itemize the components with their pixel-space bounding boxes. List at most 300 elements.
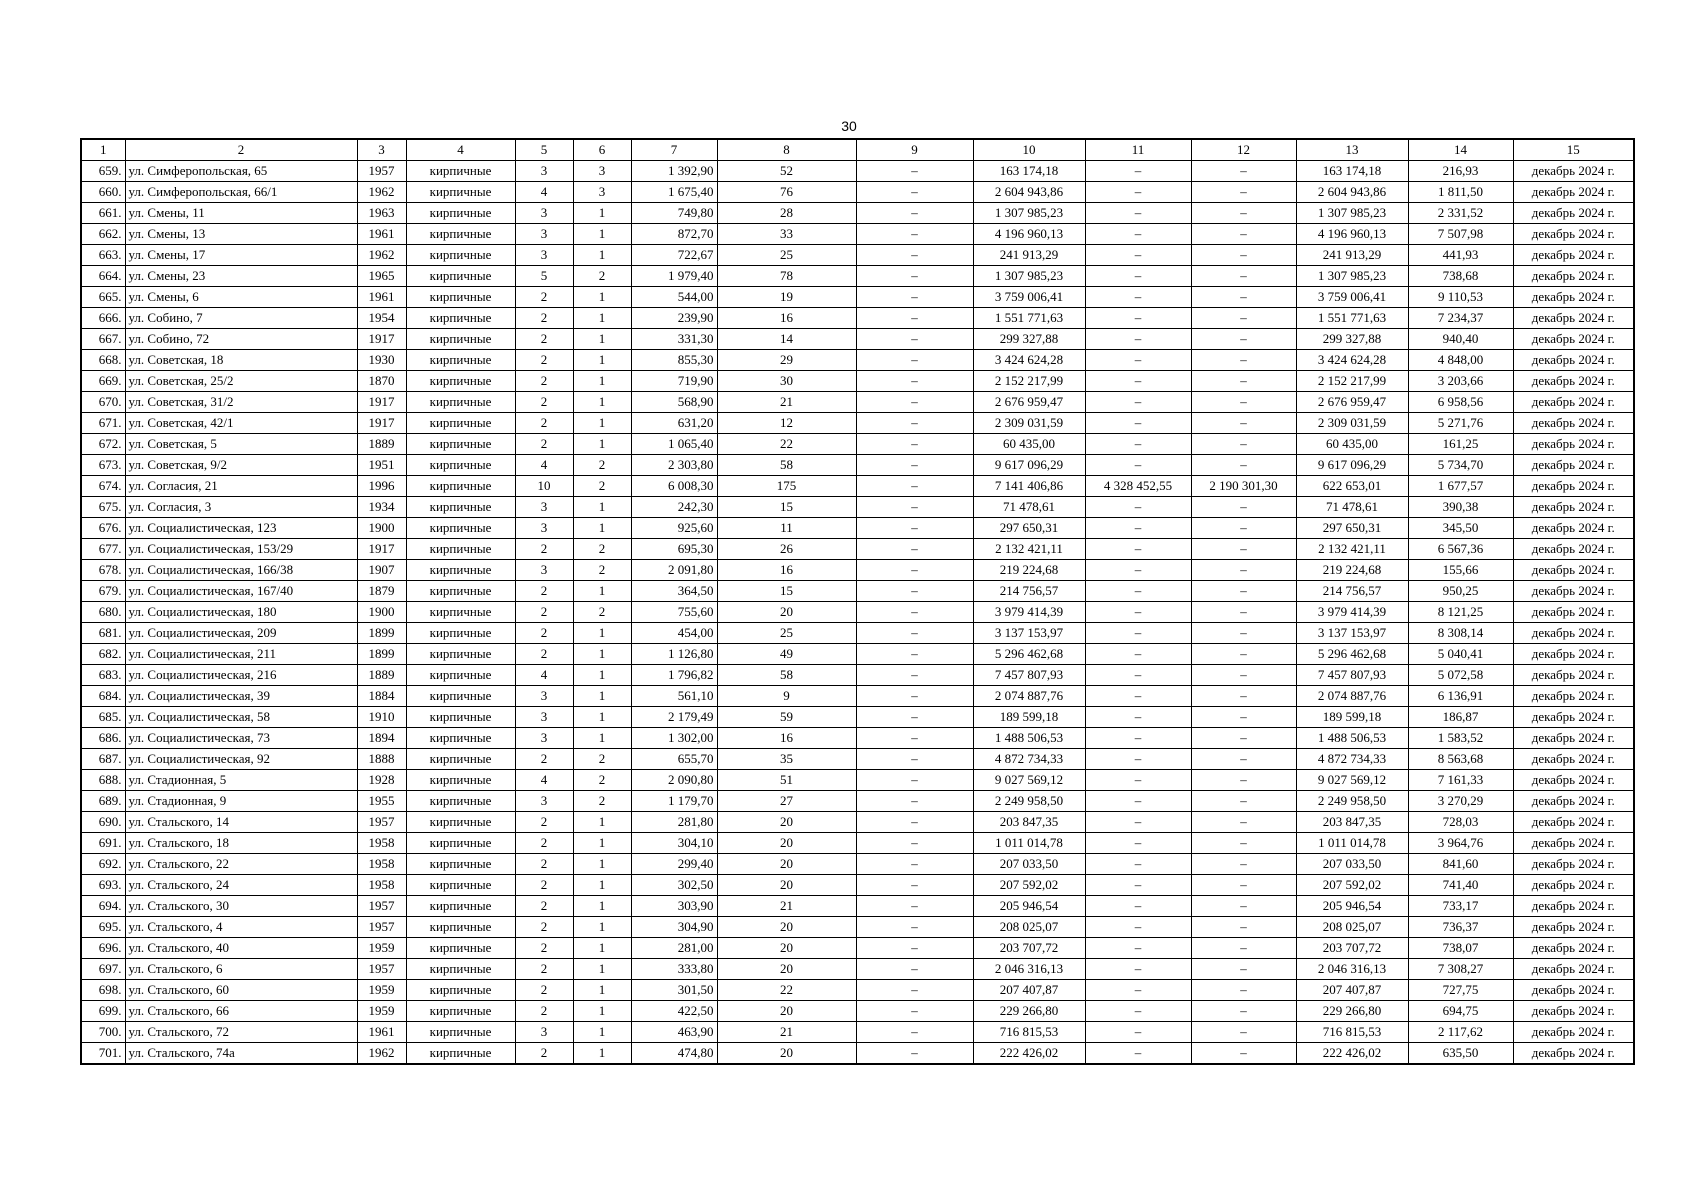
table-cell-col-7: 364,50 xyxy=(631,581,717,602)
table-cell-col-6: 1 xyxy=(573,833,631,854)
table-cell-col-15: декабрь 2024 г. xyxy=(1513,938,1634,959)
table-cell-col-4: кирпичные xyxy=(406,539,515,560)
column-header-13: 13 xyxy=(1296,139,1408,161)
table-cell-col-6: 1 xyxy=(573,434,631,455)
table-cell-col-9: – xyxy=(856,203,973,224)
table-cell-col-11: – xyxy=(1085,665,1191,686)
table-cell-col-9: – xyxy=(856,917,973,938)
table-cell-col-9: – xyxy=(856,938,973,959)
table-cell-col-5: 4 xyxy=(515,182,573,203)
table-cell-col-5: 3 xyxy=(515,245,573,266)
table-cell-col-15: декабрь 2024 г. xyxy=(1513,371,1634,392)
table-cell-col-11: – xyxy=(1085,329,1191,350)
table-cell-col-9: – xyxy=(856,602,973,623)
table-cell-col-1: 689. xyxy=(81,791,125,812)
table-cell-col-10: 2 604 943,86 xyxy=(973,182,1085,203)
table-cell-col-15: декабрь 2024 г. xyxy=(1513,392,1634,413)
table-cell-col-7: 544,00 xyxy=(631,287,717,308)
table-cell-col-14: 7 507,98 xyxy=(1408,224,1513,245)
table-cell-col-8: 20 xyxy=(717,602,856,623)
table-cell-col-3: 1889 xyxy=(357,434,406,455)
table-cell-col-7: 302,50 xyxy=(631,875,717,896)
column-header-1: 1 xyxy=(81,139,125,161)
table-cell-col-3: 1917 xyxy=(357,329,406,350)
table-cell-col-3: 1900 xyxy=(357,518,406,539)
table-cell-col-2: ул. Стальского, 6 xyxy=(125,959,357,980)
table-cell-col-14: 741,40 xyxy=(1408,875,1513,896)
table-cell-col-15: декабрь 2024 г. xyxy=(1513,770,1634,791)
table-cell-col-15: декабрь 2024 г. xyxy=(1513,917,1634,938)
table-cell-col-12: – xyxy=(1191,644,1296,665)
table-cell-col-15: декабрь 2024 г. xyxy=(1513,665,1634,686)
table-cell-col-13: 189 599,18 xyxy=(1296,707,1408,728)
table-cell-col-14: 2 117,62 xyxy=(1408,1022,1513,1043)
table-cell-col-1: 659. xyxy=(81,161,125,182)
table-cell-col-10: 241 913,29 xyxy=(973,245,1085,266)
table-cell-col-8: 20 xyxy=(717,959,856,980)
table-row xyxy=(81,434,1634,455)
table-cell-col-7: 855,30 xyxy=(631,350,717,371)
table-cell-col-6: 1 xyxy=(573,1022,631,1043)
table-cell-col-14: 5 271,76 xyxy=(1408,413,1513,434)
table-cell-col-4: кирпичные xyxy=(406,455,515,476)
table-cell-col-1: 692. xyxy=(81,854,125,875)
table-cell-col-6: 2 xyxy=(573,602,631,623)
table-cell-col-12: – xyxy=(1191,371,1296,392)
table-cell-col-7: 463,90 xyxy=(631,1022,717,1043)
table-cell-col-7: 281,00 xyxy=(631,938,717,959)
table-row xyxy=(81,266,1634,287)
column-header-15: 15 xyxy=(1513,139,1634,161)
table-cell-col-13: 2 152 217,99 xyxy=(1296,371,1408,392)
table-cell-col-6: 1 xyxy=(573,581,631,602)
table-cell-col-14: 216,93 xyxy=(1408,161,1513,182)
table-cell-col-12: – xyxy=(1191,707,1296,728)
table-row xyxy=(81,1043,1634,1065)
table-cell-col-7: 299,40 xyxy=(631,854,717,875)
table-cell-col-10: 2 132 421,11 xyxy=(973,539,1085,560)
table-cell-col-4: кирпичные xyxy=(406,245,515,266)
table-cell-col-13: 1 307 985,23 xyxy=(1296,203,1408,224)
table-cell-col-15: декабрь 2024 г. xyxy=(1513,581,1634,602)
table-cell-col-11: – xyxy=(1085,623,1191,644)
table-row xyxy=(81,203,1634,224)
table-cell-col-13: 203 707,72 xyxy=(1296,938,1408,959)
table-cell-col-5: 2 xyxy=(515,938,573,959)
table-cell-col-5: 5 xyxy=(515,266,573,287)
table-cell-col-14: 738,07 xyxy=(1408,938,1513,959)
table-cell-col-12: – xyxy=(1191,329,1296,350)
table-cell-col-12: – xyxy=(1191,602,1296,623)
column-header-8: 8 xyxy=(717,139,856,161)
table-cell-col-1: 667. xyxy=(81,329,125,350)
table-cell-col-9: – xyxy=(856,581,973,602)
table-cell-col-4: кирпичные xyxy=(406,392,515,413)
table-cell-col-7: 2 090,80 xyxy=(631,770,717,791)
table-cell-col-13: 208 025,07 xyxy=(1296,917,1408,938)
table-cell-col-7: 925,60 xyxy=(631,518,717,539)
table-cell-col-11: – xyxy=(1085,518,1191,539)
table-row xyxy=(81,497,1634,518)
table-cell-col-3: 1930 xyxy=(357,350,406,371)
table-cell-col-2: ул. Стадионная, 9 xyxy=(125,791,357,812)
table-cell-col-7: 1 675,40 xyxy=(631,182,717,203)
table-cell-col-13: 4 872 734,33 xyxy=(1296,749,1408,770)
table-cell-col-2: ул. Советская, 25/2 xyxy=(125,371,357,392)
table-cell-col-13: 9 027 569,12 xyxy=(1296,770,1408,791)
table-cell-col-11: 4 328 452,55 xyxy=(1085,476,1191,497)
table-cell-col-6: 1 xyxy=(573,392,631,413)
table-cell-col-4: кирпичные xyxy=(406,875,515,896)
table-cell-col-11: – xyxy=(1085,875,1191,896)
table-cell-col-13: 2 249 958,50 xyxy=(1296,791,1408,812)
table-cell-col-8: 33 xyxy=(717,224,856,245)
table-row xyxy=(81,581,1634,602)
table-cell-col-4: кирпичные xyxy=(406,1022,515,1043)
table-cell-col-13: 219 224,68 xyxy=(1296,560,1408,581)
table-cell-col-4: кирпичные xyxy=(406,1043,515,1065)
table-row xyxy=(81,623,1634,644)
table-cell-col-7: 2 179,49 xyxy=(631,707,717,728)
table-cell-col-8: 20 xyxy=(717,917,856,938)
table-cell-col-5: 4 xyxy=(515,665,573,686)
table-cell-col-4: кирпичные xyxy=(406,644,515,665)
table-cell-col-11: – xyxy=(1085,350,1191,371)
table-cell-col-15: декабрь 2024 г. xyxy=(1513,161,1634,182)
table-cell-col-5: 2 xyxy=(515,539,573,560)
table-cell-col-6: 2 xyxy=(573,476,631,497)
table-cell-col-10: 3 424 624,28 xyxy=(973,350,1085,371)
table-cell-col-9: – xyxy=(856,665,973,686)
table-cell-col-9: – xyxy=(856,245,973,266)
table-cell-col-12: – xyxy=(1191,203,1296,224)
table-cell-col-6: 2 xyxy=(573,455,631,476)
table-cell-col-2: ул. Социалистическая, 153/29 xyxy=(125,539,357,560)
table-cell-col-8: 30 xyxy=(717,371,856,392)
table-cell-col-15: декабрь 2024 г. xyxy=(1513,959,1634,980)
table-header xyxy=(81,139,1634,161)
table-cell-col-11: – xyxy=(1085,308,1191,329)
table-cell-col-10: 9 027 569,12 xyxy=(973,770,1085,791)
table-cell-col-9: – xyxy=(856,707,973,728)
table-cell-col-7: 1 065,40 xyxy=(631,434,717,455)
table-cell-col-1: 662. xyxy=(81,224,125,245)
table-cell-col-1: 700. xyxy=(81,1022,125,1043)
table-cell-col-9: – xyxy=(856,1043,973,1065)
table-cell-col-14: 3 203,66 xyxy=(1408,371,1513,392)
table-cell-col-4: кирпичные xyxy=(406,182,515,203)
table-cell-col-8: 20 xyxy=(717,1001,856,1022)
table-cell-col-9: – xyxy=(856,350,973,371)
table-cell-col-2: ул. Стальского, 14 xyxy=(125,812,357,833)
table-cell-col-5: 10 xyxy=(515,476,573,497)
table-cell-col-3: 1888 xyxy=(357,749,406,770)
table-cell-col-13: 3 424 624,28 xyxy=(1296,350,1408,371)
table-cell-col-5: 2 xyxy=(515,287,573,308)
table-cell-col-10: 214 756,57 xyxy=(973,581,1085,602)
table-cell-col-12: – xyxy=(1191,350,1296,371)
table-cell-col-10: 163 174,18 xyxy=(973,161,1085,182)
table-cell-col-8: 25 xyxy=(717,623,856,644)
table-cell-col-9: – xyxy=(856,287,973,308)
table-cell-col-2: ул. Стальского, 40 xyxy=(125,938,357,959)
table-cell-col-13: 2 604 943,86 xyxy=(1296,182,1408,203)
table-cell-col-13: 7 457 807,93 xyxy=(1296,665,1408,686)
table-cell-col-5: 2 xyxy=(515,1043,573,1065)
table-cell-col-9: – xyxy=(856,539,973,560)
table-cell-col-8: 20 xyxy=(717,875,856,896)
table-cell-col-7: 755,60 xyxy=(631,602,717,623)
table-cell-col-14: 441,93 xyxy=(1408,245,1513,266)
table-cell-col-3: 1900 xyxy=(357,602,406,623)
table-cell-col-10: 7 141 406,86 xyxy=(973,476,1085,497)
table-cell-col-11: – xyxy=(1085,266,1191,287)
table-cell-col-2: ул. Советская, 42/1 xyxy=(125,413,357,434)
table-cell-col-4: кирпичные xyxy=(406,728,515,749)
table-cell-col-9: – xyxy=(856,434,973,455)
table-cell-col-13: 622 653,01 xyxy=(1296,476,1408,497)
table-cell-col-12: – xyxy=(1191,539,1296,560)
table-cell-col-6: 1 xyxy=(573,728,631,749)
table-cell-col-10: 2 152 217,99 xyxy=(973,371,1085,392)
table-cell-col-6: 2 xyxy=(573,539,631,560)
table-cell-col-5: 4 xyxy=(515,455,573,476)
table-cell-col-10: 1 011 014,78 xyxy=(973,833,1085,854)
table-cell-col-2: ул. Социалистическая, 167/40 xyxy=(125,581,357,602)
table-cell-col-11: – xyxy=(1085,770,1191,791)
table-cell-col-10: 5 296 462,68 xyxy=(973,644,1085,665)
table-cell-col-8: 35 xyxy=(717,749,856,770)
table-cell-col-1: 675. xyxy=(81,497,125,518)
table-cell-col-13: 1 307 985,23 xyxy=(1296,266,1408,287)
table-row xyxy=(81,413,1634,434)
table-cell-col-8: 14 xyxy=(717,329,856,350)
table-cell-col-5: 2 xyxy=(515,434,573,455)
table-cell-col-5: 3 xyxy=(515,791,573,812)
table-cell-col-15: декабрь 2024 г. xyxy=(1513,497,1634,518)
table-cell-col-12: – xyxy=(1191,581,1296,602)
table-cell-col-10: 2 046 316,13 xyxy=(973,959,1085,980)
table-cell-col-13: 203 847,35 xyxy=(1296,812,1408,833)
table-row xyxy=(81,350,1634,371)
table-cell-col-4: кирпичные xyxy=(406,602,515,623)
column-header-4: 4 xyxy=(406,139,515,161)
table-row xyxy=(81,980,1634,1001)
table-cell-col-3: 1928 xyxy=(357,770,406,791)
table-cell-col-11: – xyxy=(1085,686,1191,707)
table-cell-col-11: – xyxy=(1085,497,1191,518)
table-cell-col-15: декабрь 2024 г. xyxy=(1513,707,1634,728)
table-cell-col-5: 3 xyxy=(515,203,573,224)
table-cell-col-7: 695,30 xyxy=(631,539,717,560)
table-cell-col-10: 299 327,88 xyxy=(973,329,1085,350)
table-row xyxy=(81,686,1634,707)
table-cell-col-12: – xyxy=(1191,497,1296,518)
table-cell-col-12: – xyxy=(1191,224,1296,245)
table-cell-col-3: 1961 xyxy=(357,287,406,308)
table-row xyxy=(81,665,1634,686)
table-cell-col-10: 207 407,87 xyxy=(973,980,1085,1001)
table-cell-col-8: 21 xyxy=(717,392,856,413)
table-cell-col-14: 345,50 xyxy=(1408,518,1513,539)
table-cell-col-5: 2 xyxy=(515,749,573,770)
table-cell-col-7: 304,90 xyxy=(631,917,717,938)
table-cell-col-1: 669. xyxy=(81,371,125,392)
table-cell-col-3: 1934 xyxy=(357,497,406,518)
table-cell-col-12: – xyxy=(1191,938,1296,959)
table-row xyxy=(81,329,1634,350)
table-cell-col-13: 2 046 316,13 xyxy=(1296,959,1408,980)
table-cell-col-13: 3 979 414,39 xyxy=(1296,602,1408,623)
table-cell-col-15: декабрь 2024 г. xyxy=(1513,896,1634,917)
table-cell-col-3: 1917 xyxy=(357,392,406,413)
table-cell-col-9: – xyxy=(856,854,973,875)
table-cell-col-2: ул. Социалистическая, 39 xyxy=(125,686,357,707)
table-cell-col-4: кирпичные xyxy=(406,770,515,791)
table-cell-col-15: декабрь 2024 г. xyxy=(1513,518,1634,539)
table-cell-col-12: – xyxy=(1191,854,1296,875)
table-cell-col-13: 1 551 771,63 xyxy=(1296,308,1408,329)
table-cell-col-11: – xyxy=(1085,644,1191,665)
table-cell-col-4: кирпичные xyxy=(406,980,515,1001)
table-cell-col-10: 7 457 807,93 xyxy=(973,665,1085,686)
table-cell-col-8: 27 xyxy=(717,791,856,812)
table-cell-col-13: 3 137 153,97 xyxy=(1296,623,1408,644)
table-cell-col-14: 3 964,76 xyxy=(1408,833,1513,854)
table-cell-col-3: 1959 xyxy=(357,1001,406,1022)
table-cell-col-3: 1962 xyxy=(357,1043,406,1065)
table-cell-col-13: 4 196 960,13 xyxy=(1296,224,1408,245)
table-cell-col-4: кирпичные xyxy=(406,497,515,518)
table-row xyxy=(81,707,1634,728)
table-cell-col-11: – xyxy=(1085,434,1191,455)
table-cell-col-2: ул. Симферопольская, 65 xyxy=(125,161,357,182)
table-cell-col-1: 660. xyxy=(81,182,125,203)
table-cell-col-12: – xyxy=(1191,665,1296,686)
table-cell-col-15: декабрь 2024 г. xyxy=(1513,644,1634,665)
table-cell-col-4: кирпичные xyxy=(406,917,515,938)
table-cell-col-7: 474,80 xyxy=(631,1043,717,1065)
table-cell-col-15: декабрь 2024 г. xyxy=(1513,560,1634,581)
table-cell-col-9: – xyxy=(856,791,973,812)
table-row xyxy=(81,539,1634,560)
table-cell-col-2: ул. Стальского, 60 xyxy=(125,980,357,1001)
table-cell-col-12: – xyxy=(1191,161,1296,182)
table-cell-col-15: декабрь 2024 г. xyxy=(1513,749,1634,770)
table-cell-col-13: 60 435,00 xyxy=(1296,434,1408,455)
table-cell-col-2: ул. Собино, 7 xyxy=(125,308,357,329)
table-cell-col-14: 733,17 xyxy=(1408,896,1513,917)
table-cell-col-6: 1 xyxy=(573,896,631,917)
table-cell-col-6: 1 xyxy=(573,203,631,224)
table-cell-col-10: 207 033,50 xyxy=(973,854,1085,875)
table-cell-col-14: 6 136,91 xyxy=(1408,686,1513,707)
table-cell-col-14: 186,87 xyxy=(1408,707,1513,728)
table-cell-col-14: 8 308,14 xyxy=(1408,623,1513,644)
table-cell-col-11: – xyxy=(1085,413,1191,434)
table-cell-col-13: 716 815,53 xyxy=(1296,1022,1408,1043)
table-cell-col-2: ул. Стальского, 24 xyxy=(125,875,357,896)
table-cell-col-10: 2 074 887,76 xyxy=(973,686,1085,707)
table-cell-col-4: кирпичные xyxy=(406,518,515,539)
table-cell-col-8: 175 xyxy=(717,476,856,497)
table-cell-col-4: кирпичные xyxy=(406,203,515,224)
table-cell-col-15: декабрь 2024 г. xyxy=(1513,791,1634,812)
table-cell-col-4: кирпичные xyxy=(406,476,515,497)
table-row xyxy=(81,371,1634,392)
table-cell-col-7: 1 126,80 xyxy=(631,644,717,665)
table-cell-col-1: 683. xyxy=(81,665,125,686)
table-cell-col-14: 841,60 xyxy=(1408,854,1513,875)
table-cell-col-2: ул. Стадионная, 5 xyxy=(125,770,357,791)
table-cell-col-4: кирпичные xyxy=(406,959,515,980)
table-cell-col-12: – xyxy=(1191,1022,1296,1043)
table-cell-col-11: – xyxy=(1085,1043,1191,1065)
table-cell-col-15: декабрь 2024 г. xyxy=(1513,623,1634,644)
table-cell-col-10: 189 599,18 xyxy=(973,707,1085,728)
column-header-14: 14 xyxy=(1408,139,1513,161)
table-cell-col-5: 2 xyxy=(515,812,573,833)
table-cell-col-4: кирпичные xyxy=(406,224,515,245)
table-cell-col-4: кирпичные xyxy=(406,1001,515,1022)
table-cell-col-3: 1958 xyxy=(357,875,406,896)
table-cell-col-11: – xyxy=(1085,707,1191,728)
table-cell-col-6: 1 xyxy=(573,959,631,980)
table-cell-col-13: 1 488 506,53 xyxy=(1296,728,1408,749)
table-cell-col-2: ул. Смены, 23 xyxy=(125,266,357,287)
table-row xyxy=(81,476,1634,497)
table-cell-col-15: декабрь 2024 г. xyxy=(1513,1022,1634,1043)
table-cell-col-6: 1 xyxy=(573,1001,631,1022)
table-cell-col-8: 19 xyxy=(717,287,856,308)
table-cell-col-14: 738,68 xyxy=(1408,266,1513,287)
table-cell-col-11: – xyxy=(1085,1001,1191,1022)
table-cell-col-7: 454,00 xyxy=(631,623,717,644)
table-cell-col-7: 1 302,00 xyxy=(631,728,717,749)
table-cell-col-12: – xyxy=(1191,308,1296,329)
table-cell-col-12: – xyxy=(1191,686,1296,707)
table-cell-col-4: кирпичные xyxy=(406,161,515,182)
table-cell-col-10: 4 196 960,13 xyxy=(973,224,1085,245)
table-cell-col-2: ул. Стальского, 66 xyxy=(125,1001,357,1022)
table-cell-col-9: – xyxy=(856,224,973,245)
table-row xyxy=(81,455,1634,476)
table-cell-col-11: – xyxy=(1085,182,1191,203)
table-cell-col-7: 1 392,90 xyxy=(631,161,717,182)
table-cell-col-9: – xyxy=(856,476,973,497)
table-cell-col-4: кирпичные xyxy=(406,308,515,329)
table-cell-col-10: 9 617 096,29 xyxy=(973,455,1085,476)
table-cell-col-8: 12 xyxy=(717,413,856,434)
table-cell-col-1: 671. xyxy=(81,413,125,434)
table-cell-col-13: 241 913,29 xyxy=(1296,245,1408,266)
page-number: 30 xyxy=(841,118,857,134)
table-cell-col-14: 5 040,41 xyxy=(1408,644,1513,665)
table-row xyxy=(81,161,1634,182)
table-cell-col-15: декабрь 2024 г. xyxy=(1513,203,1634,224)
table-cell-col-6: 1 xyxy=(573,665,631,686)
table-cell-col-8: 26 xyxy=(717,539,856,560)
table-cell-col-15: декабрь 2024 г. xyxy=(1513,224,1634,245)
table-cell-col-12: – xyxy=(1191,413,1296,434)
table-cell-col-1: 679. xyxy=(81,581,125,602)
table-cell-col-15: декабрь 2024 г. xyxy=(1513,686,1634,707)
table-cell-col-13: 214 756,57 xyxy=(1296,581,1408,602)
table-cell-col-15: декабрь 2024 г. xyxy=(1513,875,1634,896)
table-cell-col-11: – xyxy=(1085,287,1191,308)
table-cell-col-3: 1958 xyxy=(357,854,406,875)
table-cell-col-9: – xyxy=(856,1022,973,1043)
